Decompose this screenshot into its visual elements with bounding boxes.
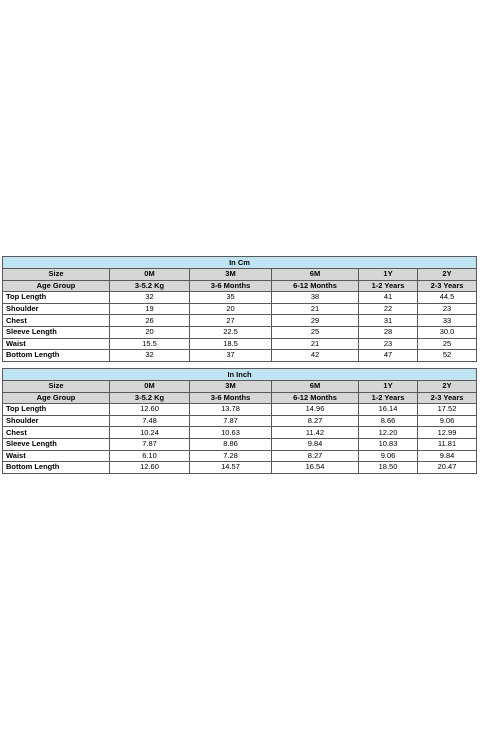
size-header-cell: Size bbox=[3, 381, 110, 393]
age-group-header-cell: 3-5.2 Kg bbox=[110, 392, 190, 404]
measurement-value: 18.50 bbox=[359, 462, 418, 474]
table-row bbox=[3, 315, 477, 327]
measurement-value: 10.63 bbox=[190, 427, 272, 439]
measurement-value: 32 bbox=[110, 350, 190, 362]
table-row bbox=[3, 303, 477, 315]
measurement-label: Bottom Length bbox=[3, 350, 110, 362]
measurement-value: 20.47 bbox=[418, 462, 477, 474]
measurement-value: 12.99 bbox=[418, 427, 477, 439]
measurement-value: 20 bbox=[190, 303, 272, 315]
measurement-value: 20 bbox=[110, 326, 190, 338]
table-row bbox=[3, 427, 477, 439]
age-group-header-cell: 3-5.2 Kg bbox=[110, 280, 190, 292]
size-header-cell: 0M bbox=[110, 269, 190, 281]
measurement-label: Sleeve Length bbox=[3, 438, 110, 450]
measurement-value: 21 bbox=[272, 338, 359, 350]
measurement-value: 8.86 bbox=[190, 438, 272, 450]
measurement-value: 19 bbox=[110, 303, 190, 315]
measurement-value: 18.5 bbox=[190, 338, 272, 350]
age-group-header-row bbox=[3, 280, 477, 292]
table-title-row bbox=[3, 257, 477, 269]
measurement-value: 25 bbox=[418, 338, 477, 350]
size-header-cell: 6M bbox=[272, 269, 359, 281]
table-row bbox=[3, 438, 477, 450]
measurement-value: 32 bbox=[110, 292, 190, 304]
measurement-label: Shoulder bbox=[3, 303, 110, 315]
size-header-cell: 2Y bbox=[418, 269, 477, 281]
measurement-label: Waist bbox=[3, 450, 110, 462]
measurement-value: 29 bbox=[272, 315, 359, 327]
measurement-value: 31 bbox=[359, 315, 418, 327]
table-title: In Cm bbox=[3, 257, 477, 269]
measurement-value: 16.54 bbox=[272, 462, 359, 474]
measurement-value: 6.10 bbox=[110, 450, 190, 462]
measurement-value: 21 bbox=[272, 303, 359, 315]
measurement-value: 7.28 bbox=[190, 450, 272, 462]
measurement-value: 27 bbox=[190, 315, 272, 327]
age-group-header-cell: 1-2 Years bbox=[359, 280, 418, 292]
measurement-value: 7.87 bbox=[110, 438, 190, 450]
measurement-value: 25 bbox=[272, 326, 359, 338]
age-group-header-cell: 2-3 Years bbox=[418, 392, 477, 404]
size-header-cell: Size bbox=[3, 269, 110, 281]
measurement-label: Bottom Length bbox=[3, 462, 110, 474]
measurement-label: Chest bbox=[3, 315, 110, 327]
age-group-header-cell: 1-2 Years bbox=[359, 392, 418, 404]
table-row bbox=[3, 350, 477, 362]
age-group-header-row bbox=[3, 392, 477, 404]
size-header-cell: 3M bbox=[190, 269, 272, 281]
measurement-value: 26 bbox=[110, 315, 190, 327]
size-chart-inch bbox=[2, 368, 477, 474]
age-group-header-cell: Age Group bbox=[3, 280, 110, 292]
measurement-value: 9.84 bbox=[418, 450, 477, 462]
measurement-value: 22.5 bbox=[190, 326, 272, 338]
measurement-value: 8.27 bbox=[272, 450, 359, 462]
measurement-value: 37 bbox=[190, 350, 272, 362]
measurement-value: 11.42 bbox=[272, 427, 359, 439]
table-row bbox=[3, 404, 477, 416]
size-header-cell: 1Y bbox=[359, 269, 418, 281]
table-row bbox=[3, 292, 477, 304]
measurement-value: 22 bbox=[359, 303, 418, 315]
measurement-value: 44.5 bbox=[418, 292, 477, 304]
age-group-header-cell: 6-12 Months bbox=[272, 392, 359, 404]
measurement-label: Waist bbox=[3, 338, 110, 350]
measurement-value: 9.06 bbox=[418, 415, 477, 427]
measurement-value: 7.87 bbox=[190, 415, 272, 427]
age-group-header-cell: 3-6 Months bbox=[190, 280, 272, 292]
measurement-value: 14.96 bbox=[272, 404, 359, 416]
measurement-value: 35 bbox=[190, 292, 272, 304]
measurement-value: 8.27 bbox=[272, 415, 359, 427]
table-row bbox=[3, 338, 477, 350]
age-group-header-cell: 2-3 Years bbox=[418, 280, 477, 292]
measurement-label: Top Length bbox=[3, 292, 110, 304]
size-header-cell: 6M bbox=[272, 381, 359, 393]
table-row bbox=[3, 450, 477, 462]
measurement-value: 8.66 bbox=[359, 415, 418, 427]
measurement-label: Shoulder bbox=[3, 415, 110, 427]
table-title-row bbox=[3, 369, 477, 381]
size-header-cell: 2Y bbox=[418, 381, 477, 393]
size-header-cell: 3M bbox=[190, 381, 272, 393]
measurement-value: 17.52 bbox=[418, 404, 477, 416]
measurement-value: 38 bbox=[272, 292, 359, 304]
measurement-value: 12.60 bbox=[110, 462, 190, 474]
size-chart-cm bbox=[2, 256, 477, 362]
measurement-value: 13.78 bbox=[190, 404, 272, 416]
measurement-value: 30.0 bbox=[418, 326, 477, 338]
measurement-value: 23 bbox=[359, 338, 418, 350]
measurement-value: 9.06 bbox=[359, 450, 418, 462]
measurement-value: 15.5 bbox=[110, 338, 190, 350]
size-header-cell: 0M bbox=[110, 381, 190, 393]
table-title: In Inch bbox=[3, 369, 477, 381]
measurement-label: Top Length bbox=[3, 404, 110, 416]
age-group-header-cell: Age Group bbox=[3, 392, 110, 404]
measurement-value: 33 bbox=[418, 315, 477, 327]
measurement-value: 10.24 bbox=[110, 427, 190, 439]
measurement-label: Sleeve Length bbox=[3, 326, 110, 338]
measurement-value: 16.14 bbox=[359, 404, 418, 416]
measurement-value: 11.81 bbox=[418, 438, 477, 450]
measurement-value: 23 bbox=[418, 303, 477, 315]
measurement-value: 10.83 bbox=[359, 438, 418, 450]
measurement-value: 47 bbox=[359, 350, 418, 362]
measurement-value: 9.84 bbox=[272, 438, 359, 450]
size-header-row bbox=[3, 269, 477, 281]
measurement-value: 7.48 bbox=[110, 415, 190, 427]
measurement-value: 41 bbox=[359, 292, 418, 304]
measurement-value: 14.57 bbox=[190, 462, 272, 474]
table-row bbox=[3, 326, 477, 338]
measurement-value: 28 bbox=[359, 326, 418, 338]
measurement-value: 12.20 bbox=[359, 427, 418, 439]
age-group-header-cell: 6-12 Months bbox=[272, 280, 359, 292]
table-row bbox=[3, 415, 477, 427]
measurement-label: Chest bbox=[3, 427, 110, 439]
age-group-header-cell: 3-6 Months bbox=[190, 392, 272, 404]
measurement-value: 12.60 bbox=[110, 404, 190, 416]
size-header-row bbox=[3, 381, 477, 393]
measurement-value: 42 bbox=[272, 350, 359, 362]
measurement-value: 52 bbox=[418, 350, 477, 362]
size-header-cell: 1Y bbox=[359, 381, 418, 393]
table-row bbox=[3, 462, 477, 474]
